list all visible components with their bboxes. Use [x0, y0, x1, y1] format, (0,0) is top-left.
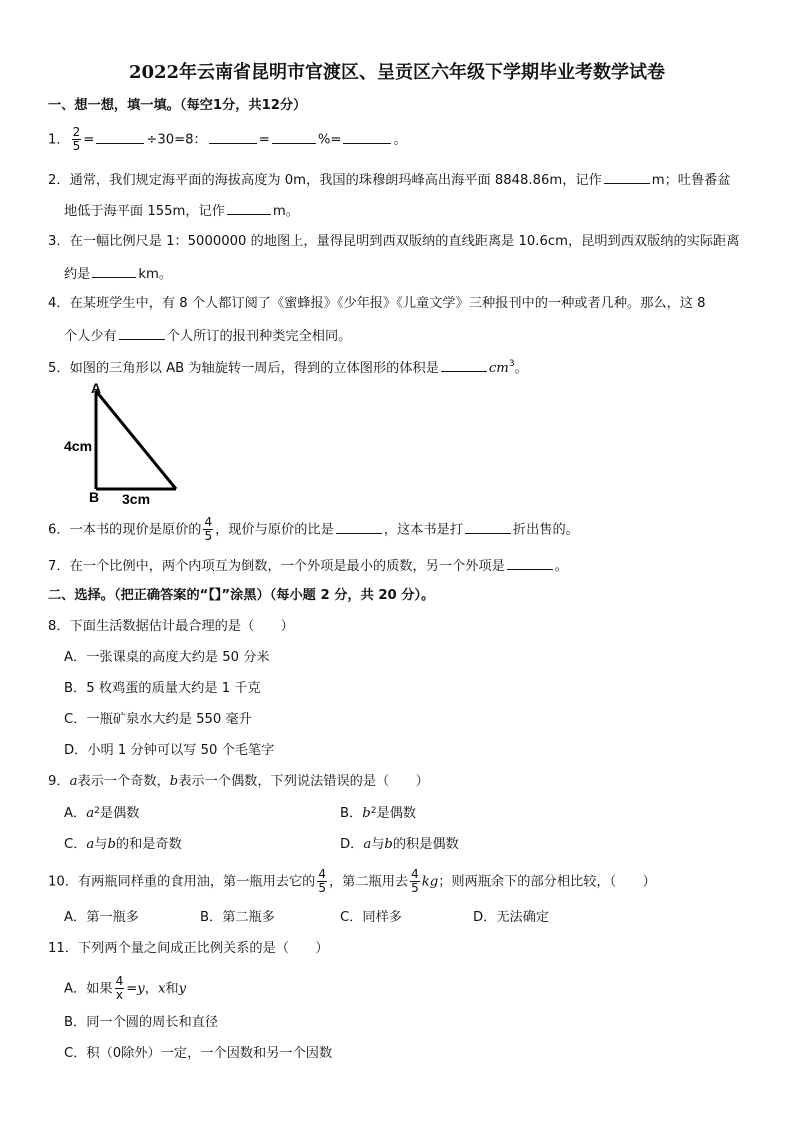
q9-option-d[interactable]: D．a与b的积是偶数	[340, 837, 459, 852]
question-2-line1: 2．通常，我们规定海平面的海拔高度为 0m，我国的珠穆朗玛峰高出海平面 8848.86m，记作 m；吐鲁番盆	[48, 170, 758, 190]
q10-options	[64, 909, 774, 927]
triangle-figure	[64, 383, 188, 505]
q9-options-row2	[64, 836, 774, 854]
question-5: 5．如图的三角形以 AB 为轴旋转一周后，得到的立体图形的体积是 $cm^3$。	[48, 359, 528, 376]
label-4cm: 4cm	[64, 438, 93, 454]
q9-option-b[interactable]: B．$b^2$是偶数	[340, 806, 416, 821]
q11-option-a[interactable]: A．如果 $\frac{4}{x}$ =y，x和y	[64, 974, 187, 1002]
q10-fraction-1: $\frac{4}{5}$	[318, 867, 326, 895]
q10-option-d[interactable]: D．无法确定	[473, 910, 550, 925]
answer-blank[interactable]	[604, 170, 650, 184]
q9-option-c[interactable]: C．a与b的和是奇数	[64, 837, 182, 852]
q1-fraction: $\frac{2}{5}$	[72, 125, 81, 153]
question-7: 7．在一个比例中，两个内项互为倒数，一个外项是最小的质数，另一个外项是 。	[48, 556, 758, 576]
question-1: 1． $\frac{2}{5}$ = ÷30=8： = %= 。	[48, 125, 407, 153]
exam-title: 2022年云南省昆明市官渡区、呈贡区六年级下学期毕业考数学试卷	[128, 62, 666, 83]
section1-heading: 一、想一想，填一填。（每空1分，共12分）	[48, 98, 307, 113]
q11-option-c[interactable]: C．积（0除外）一定，一个因数和另一个因数	[64, 1046, 333, 1061]
question-4-line1: 4．在某班学生中，有 8 个人都订阅了《蜜蜂报》《少年报》《儿童文学》三种报刊中的一种或者几种。那么，这 8	[48, 296, 706, 311]
section2-heading: 二、选择。（把正确答案的“【】”涂黑）（每小题 2 分，共 20 分）。	[48, 588, 435, 603]
question-8-stem: 8．下面生活数据估计最合理的是（ ）	[48, 619, 294, 634]
answer-blank[interactable]	[507, 556, 553, 570]
answer-blank[interactable]	[465, 520, 511, 534]
q8-option-c[interactable]: C．一瓶矿泉水大约是 550 毫升	[64, 712, 252, 727]
answer-blank[interactable]	[209, 130, 257, 144]
answer-blank[interactable]	[119, 326, 165, 340]
q10-option-b[interactable]: B．第二瓶多	[200, 910, 275, 925]
answer-blank[interactable]	[96, 130, 144, 144]
answer-blank[interactable]	[92, 264, 136, 278]
q8-option-b[interactable]: B．5 枚鸡蛋的质量大约是 1 千克	[64, 681, 261, 696]
q6-fraction: $\frac{4}{5}$	[204, 515, 213, 543]
question-10-stem: 10．有两瓶同样重的食用油，第一瓶用去它的 $\frac{4}{5}$ ，第二瓶用去 $\frac{4}{5}$ kg；则两瓶余下的部分相比较，（ ）	[48, 867, 656, 895]
q11-option-b[interactable]: B．同一个圆的周长和直径	[64, 1015, 219, 1030]
q8-option-a[interactable]: A．一张课桌的高度大约是 50 分米	[64, 650, 270, 665]
label-b: B	[89, 489, 100, 505]
question-3-line1: 3．在一幅比例尺是 1：5000000 的地图上，量得昆明到西双版纳的直线距离是 10.6cm，昆明到西双版纳的实际距离	[48, 234, 740, 249]
question-9-stem: 9．a表示一个奇数，b表示一个偶数，下列说法错误的是（ ）	[48, 774, 429, 789]
question-4-line2: 个人少有 个人所订的报刊种类完全相同。	[64, 326, 774, 346]
q11-fraction: $\frac{4}{x}$	[115, 974, 124, 1002]
q1-number: 1．	[48, 132, 70, 148]
label-a: A	[91, 383, 102, 396]
answer-blank[interactable]	[336, 520, 382, 534]
q8-option-d[interactable]: D．小明 1 分钟可以写 50 个毛笔字	[64, 743, 275, 758]
q10-fraction-2: $\frac{4}{5}$	[411, 867, 419, 895]
q10-option-a[interactable]: A．第一瓶多	[64, 910, 139, 925]
answer-blank[interactable]	[441, 358, 487, 372]
hypotenuse	[96, 391, 176, 489]
question-2-line2: 地低于海平面 155m，记作 m。	[64, 201, 774, 221]
question-6: 6．一本书的现价是原价的 $\frac{4}{5}$ ，现价与原价的比是 ，这本书是打 折出售的。	[48, 515, 579, 543]
question-3-line2: 约是 km。	[64, 264, 774, 284]
answer-blank[interactable]	[272, 130, 316, 144]
question-11-stem: 11．下列两个量之间成正比例关系的是（ ）	[48, 941, 329, 956]
q9-options-row1	[64, 805, 774, 823]
answer-blank[interactable]	[343, 130, 391, 144]
answer-blank[interactable]	[227, 201, 271, 215]
q9-option-a[interactable]: A．$a^2$是偶数	[64, 806, 140, 821]
label-3cm: 3cm	[122, 491, 151, 505]
q10-option-c[interactable]: C．同样多	[340, 910, 402, 925]
